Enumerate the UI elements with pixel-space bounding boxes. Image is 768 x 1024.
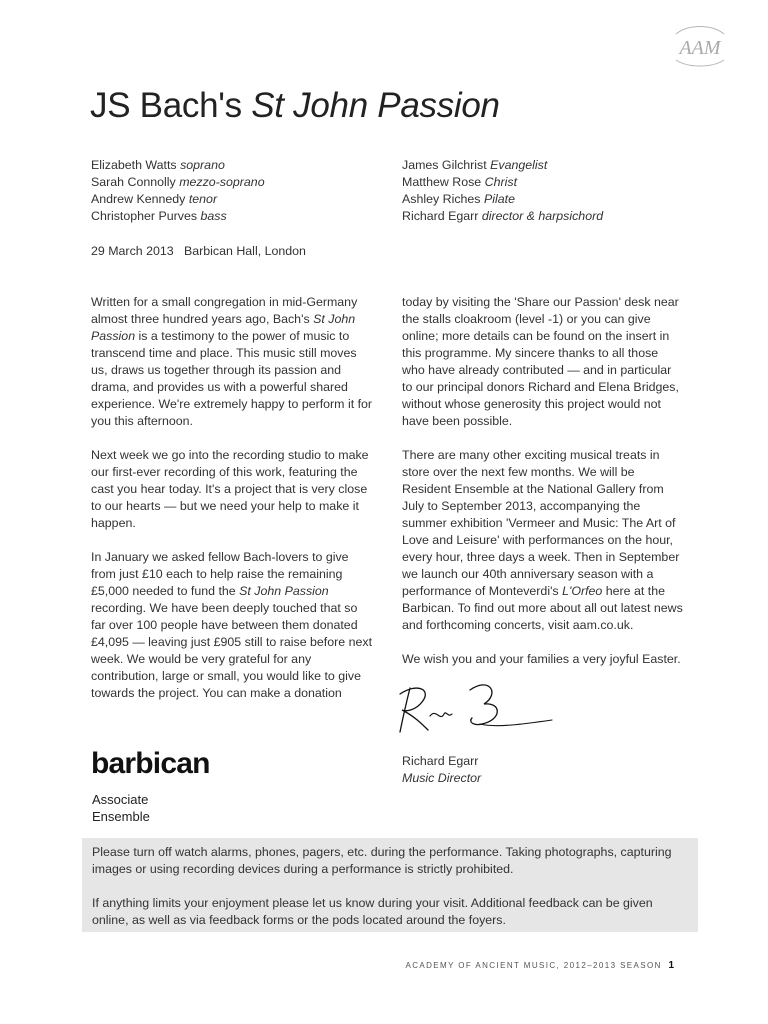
cast-member: Christopher Purves bass — [91, 209, 227, 223]
letter-column-right — [402, 294, 684, 685]
title-work: St John Passion — [251, 86, 500, 125]
performance-date: 29 March 2013 — [91, 244, 174, 258]
notice-paragraph: If anything limits your enjoyment please let us know during your visit. Additional feedback can be given online, as well as via feedback forms or the pods located around the foyers. — [92, 896, 653, 927]
logo-text: AAM — [679, 37, 721, 59]
cast-member: James Gilchrist Evangelist — [402, 158, 548, 172]
signatory — [402, 753, 481, 787]
cast-member: Elizabeth Watts soprano — [91, 158, 225, 172]
barbican-logo: barbican — [91, 747, 210, 780]
performance-venue: Barbican Hall, London — [184, 244, 306, 258]
cast-member: Sarah Connolly mezzo-soprano — [91, 175, 265, 189]
signatory-name: Richard Egarr — [402, 754, 479, 768]
page-number: 1 — [668, 960, 674, 971]
cast-member: Ashley Riches Pilate — [402, 192, 515, 206]
notice-box — [82, 838, 698, 932]
cast-member: Richard Egarr director & harpsichord — [402, 209, 604, 223]
signature-image — [384, 664, 554, 746]
letter-column-left — [91, 294, 373, 702]
associate-ensemble-label: Associate Ensemble — [92, 792, 150, 824]
cast-list-right — [402, 157, 692, 225]
aam-monogram-icon — [668, 20, 732, 70]
letter-paragraph: There are many other exciting musical treats in store over the next few months. We will be Resident Ensemble at the National Gallery from July to September 2013, accompanying the summer exhibition 'Vermeer and Music: The Art of Love and Leisure' with performances on the hour, every hour, three days a week. Then in September we launch our 40th anniversary season with a performance of Monteverdi's L'Orfeo here at the Barbican. To find out more about all out latest news and forthcoming concerts, visit aam.co.uk. — [402, 448, 683, 632]
letter-paragraph: We wish you and your families a very joyful Easter. — [402, 652, 681, 666]
cast-member: Matthew Rose Christ — [402, 175, 518, 189]
letter-paragraph: Next week we go into the recording studio to make our first-ever recording of this work, featuring the cast you hear today. It's a project that is very close to our hearts — but we need your help to make it happen. — [91, 448, 369, 530]
signatory-title: Music Director — [402, 771, 482, 785]
page-title — [90, 86, 500, 126]
page-footer — [405, 960, 674, 971]
title-prefix: JS Bach's — [90, 86, 252, 125]
footer-text: ACADEMY OF ANCIENT MUSIC, 2012–2013 SEASON — [405, 961, 662, 970]
performance-info — [91, 243, 306, 260]
cast-list-left — [91, 157, 381, 225]
notice-paragraph: Please turn off watch alarms, phones, pagers, etc. during the performance. Taking photographs, capturing images or using recording devices during a performance is strictly prohibited. — [92, 845, 672, 876]
letter-paragraph: In January we asked fellow Bach-lovers to give from just £10 each to help raise the remaining £5,000 needed to fund the St John Passion recording. We have been deeply touched that so far over 100 people have between them donated £4,095 — leaving just £905 still to raise before next week. We would be very grateful for any contribution, large or small, you would like to give towards the project. You can make a donation — [91, 550, 373, 700]
letter-paragraph: today by visiting the 'Share our Passion' desk near the stalls cloakroom (level -1) or you can give online; more details can be found on the insert in this programme. My sincere thanks to all those who have already contributed — and in particular to our principal donors Richard and Elena Bridges, without whose generosity this project would not have been possible. — [402, 295, 679, 428]
cast-member: Andrew Kennedy tenor — [91, 192, 218, 206]
letter-paragraph: Written for a small congregation in mid-Germany almost three hundred years ago, Bach's St John Passion is a testimony to the power of music to transcend time and place. This music still moves us, draws us together through its passion and drama, and provides us with a powerful shared experience. We're extremely happy to perform it for you this afternoon. — [91, 295, 373, 428]
